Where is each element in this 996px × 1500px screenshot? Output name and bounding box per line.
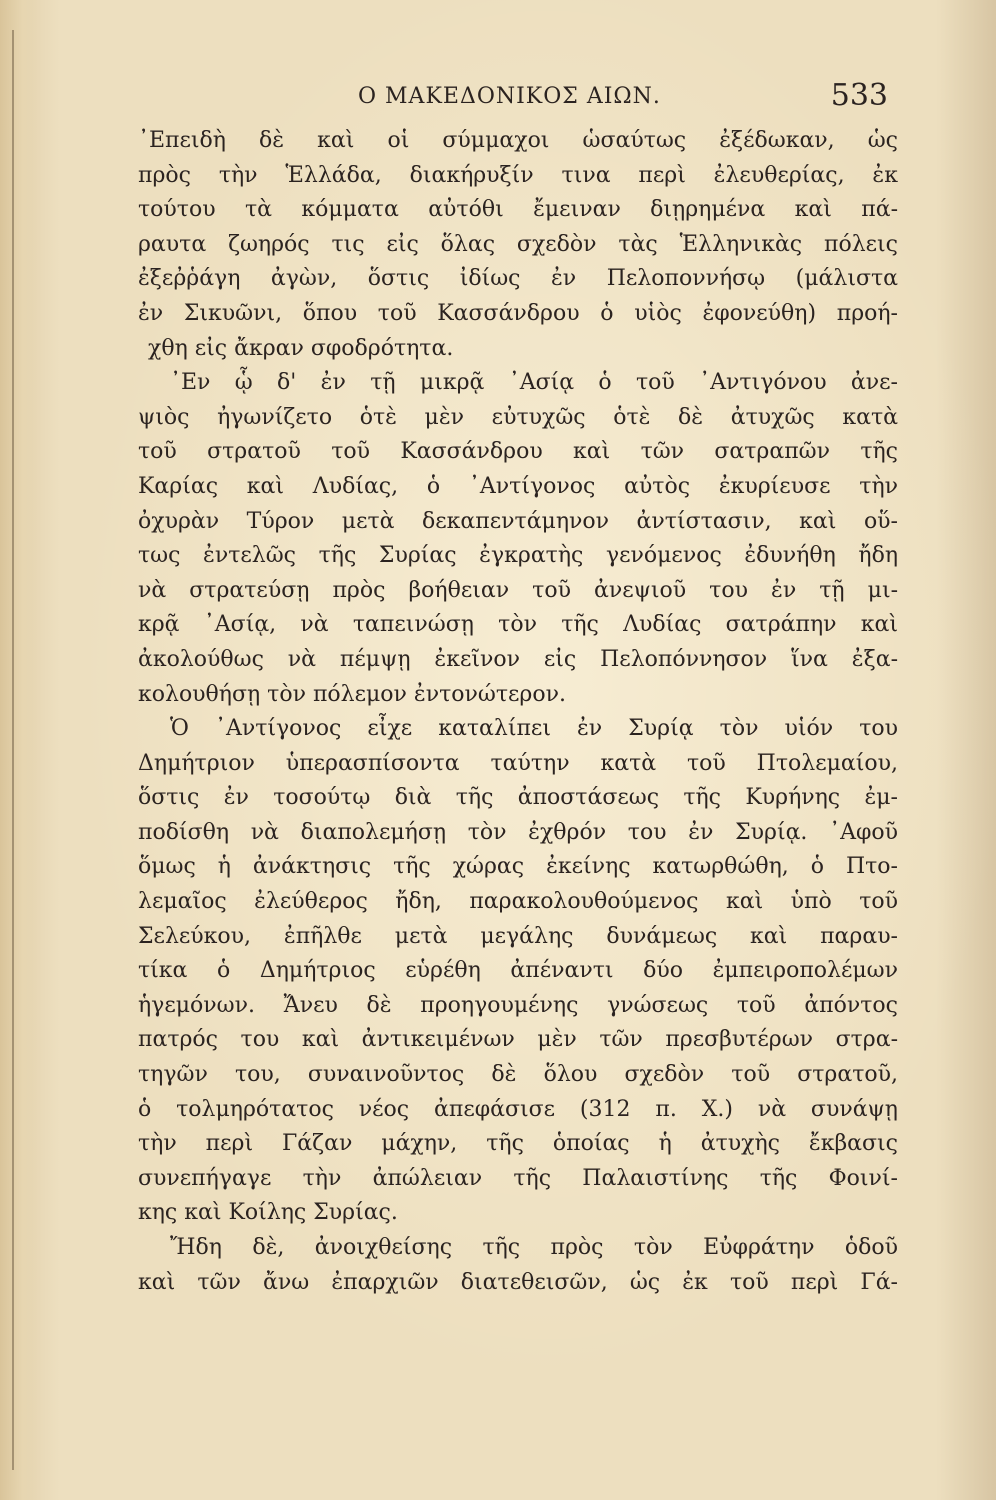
text-line: ὀχυρὰν Τύρον μετὰ δεκαπεντάμηνον ἀντίστασιν, καὶ οὕ- bbox=[138, 508, 898, 534]
page-binding-edge bbox=[0, 0, 42, 1500]
text-line: λεμαῖος ἐλεύθερος ἤδη, παρακολουθούμενος καὶ ὑπὸ τοῦ bbox=[138, 889, 898, 915]
text-line: τίκα ὁ Δημήτριος εὑρέθη ἀπέναντι δύο ἐμπειροπολέμων bbox=[138, 958, 898, 984]
text-line: τὴν περὶ Γάζαν μάχην, τῆς ὁποίας ἡ ἀτυχὴς ἔκβασις bbox=[138, 1131, 898, 1157]
text-line: ραυτα ζωηρός τις εἰς ὅλας σχεδὸν τὰς Ἑλληνικὰς πόλεις bbox=[138, 231, 898, 257]
text-line: κρᾷ ᾿Ασίᾳ, νὰ ταπεινώσῃ τὸν τῆς Λυδίας σατράπην καὶ bbox=[138, 612, 898, 638]
body-text bbox=[138, 124, 898, 1300]
text-line: ᾿Επειδὴ δὲ καὶ οἱ σύμμαχοι ὡσαύτως ἐξέδωκαν, ὡς bbox=[138, 128, 898, 153]
page-number: 533 bbox=[830, 78, 888, 113]
text-line: ὅστις ἐν τοσούτῳ διὰ τῆς ἀποστάσεως τῆς Κυρήνης ἐμ- bbox=[138, 785, 898, 811]
text-line: χθη εἰς ἄκραν σφοδρότητα. bbox=[148, 335, 454, 361]
text-line: τούτου τὰ κόμματα αὐτόθι ἔμειναν διῃρημένα καὶ πά- bbox=[138, 197, 898, 223]
text-line: Καρίας καὶ Λυδίας, ὁ ᾿Αντίγονος αὐτὸς ἐκυρίευσε τὴν bbox=[138, 473, 898, 499]
text-line: πατρός του καὶ ἀντικειμένων μὲν τῶν πρεσβυτέρων στρα- bbox=[138, 1027, 898, 1053]
text-line: κολουθήσῃ τὸν πόλεμον ἐντονώτερον. bbox=[138, 681, 566, 707]
text-line: κης καὶ Κοίλης Συρίας. bbox=[138, 1200, 398, 1226]
text-line: Ὁ ᾿Αντίγονος εἶχε καταλίπει ἐν Συρίᾳ τὸν υἱόν του bbox=[170, 716, 898, 742]
binding-shadow-line bbox=[12, 30, 14, 1470]
text-line: τως ἐντελῶς τῆς Συρίας ἐγκρατὴς γενόμενος ἐδυνήθη ἤδη bbox=[138, 543, 898, 569]
running-head: Ο ΜΑΚΕΔΟΝΙΚΟΣ ΑΙΩΝ. bbox=[358, 84, 661, 109]
text-line: καὶ τῶν ἄνω ἐπαρχιῶν διατεθεισῶν, ὡς ἐκ τοῦ περὶ Γά- bbox=[138, 1269, 898, 1295]
text-line: ἀκολούθως νὰ πέμψῃ ἐκεῖνον εἰς Πελοπόννησον ἵνα ἐξα- bbox=[138, 646, 898, 672]
text-line: Δημήτριον ὑπερασπίσοντα ταύτην κατὰ τοῦ Πτολεμαίου, bbox=[138, 750, 898, 776]
text-line: ᾿Εν ᾧ δ' ἐν τῇ μικρᾷ ᾿Ασίᾳ ὁ τοῦ ᾿Αντιγόνου ἀνε- bbox=[170, 370, 898, 396]
text-line: ἐξεῤῥάγη ἀγὼν, ὅστις ἰδίως ἐν Πελοποννήσῳ (μάλιστα bbox=[138, 266, 898, 292]
text-line: τοῦ στρατοῦ τοῦ Κασσάνδρου καὶ τῶν σατραπῶν τῆς bbox=[138, 439, 898, 465]
text-line: ἡγεμόνων. Ἄνευ δὲ προηγουμένης γνώσεως τοῦ ἀπόντος bbox=[138, 992, 898, 1018]
text-line: Ἤδη δὲ, ἀνοιχθείσης τῆς πρὸς τὸν Εὐφράτην ὁδοῦ bbox=[170, 1235, 898, 1260]
text-line: τηγῶν του, συναινοῦντος δὲ ὅλου σχεδὸν τοῦ στρατοῦ, bbox=[138, 1062, 898, 1088]
text-line: νὰ στρατεύσῃ πρὸς βοήθειαν τοῦ ἀνεψιοῦ του ἐν τῇ μι- bbox=[138, 577, 898, 603]
text-line: συνεπήγαγε τὴν ἀπώλειαν τῆς Παλαιστίνης τῆς Φοινί- bbox=[138, 1165, 898, 1191]
text-line: ὅμως ἡ ἀνάκτησις τῆς χώρας ἐκείνης κατωρθώθη, ὁ Πτο- bbox=[138, 854, 898, 880]
page-header bbox=[140, 78, 900, 118]
text-line: ἐν Σικυῶνι, ὅπου τοῦ Κασσάνδρου ὁ υἱὸς ἐφονεύθη) προή- bbox=[138, 300, 898, 326]
text-line: ὁ τολμηρότατος νέος ἀπεφάσισε (312 π. Χ.) νὰ συνάψῃ bbox=[138, 1096, 898, 1122]
text-line: ποδίσθη νὰ διαπολεμήσῃ τὸν ἐχθρόν του ἐν Συρίᾳ. ᾿Αφοῦ bbox=[138, 819, 898, 845]
text-line: ψιὸς ἠγωνίζετο ὁτὲ μὲν εὐτυχῶς ὁτὲ δὲ ἀτυχῶς κατὰ bbox=[138, 404, 898, 430]
text-line: Σελεύκου, ἐπῆλθε μετὰ μεγάλης δυνάμεως καὶ παραυ- bbox=[138, 923, 898, 949]
text-line: πρὸς τὴν Ἑλλάδα, διακήρυξίν τινα περὶ ἐλευθερίας, ἐκ bbox=[138, 162, 898, 188]
